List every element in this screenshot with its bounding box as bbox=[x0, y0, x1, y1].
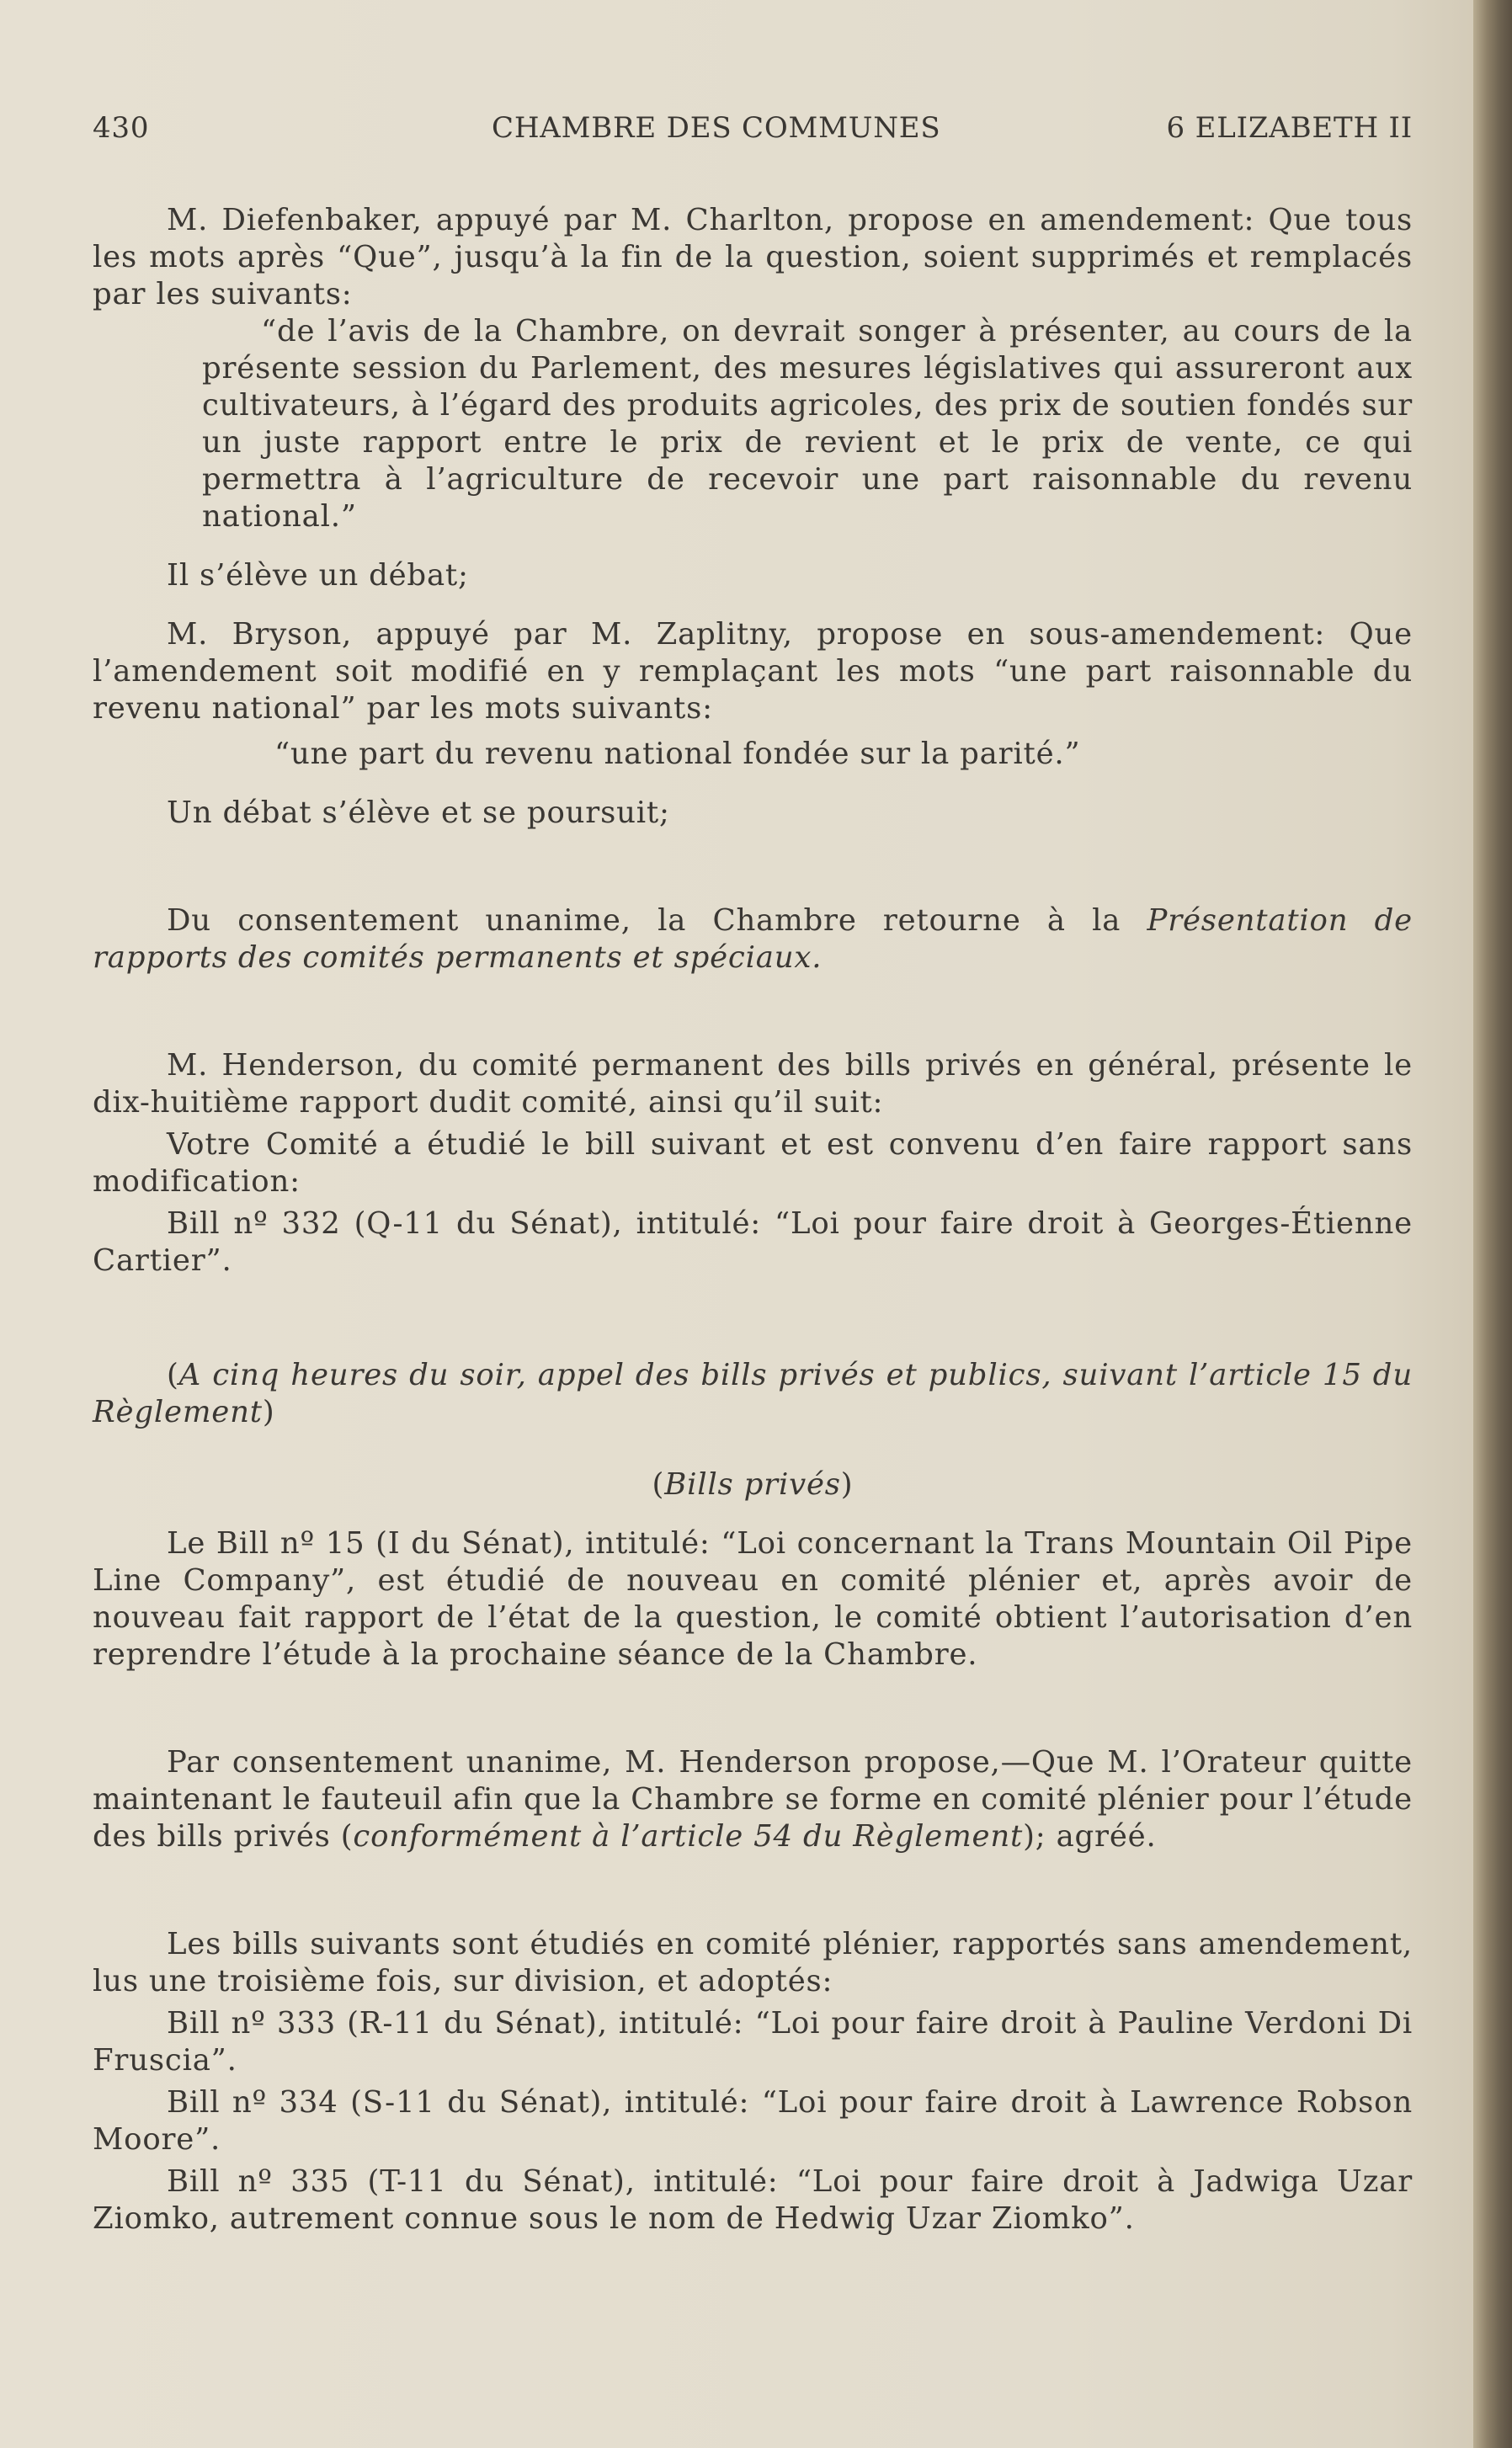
document-content bbox=[93, 109, 1413, 2238]
session-label: 6 ELIZABETH II bbox=[1166, 111, 1413, 145]
page-header bbox=[93, 109, 1413, 146]
book-binding-edge bbox=[1473, 0, 1512, 2448]
consent-return-italic: Présentation de rapports des comités permanents et spéciaux. bbox=[93, 903, 1413, 975]
bills-adopted-intro: Les bills suivants sont étudiés en comité plénier, rapportés sans amendement, lus une troisième fois, sur division, et adoptés: bbox=[93, 1927, 1413, 1998]
private-bills-heading bbox=[93, 1466, 1413, 1503]
amendment-quote: “de l’avis de la Chambre, on devrait songer à présenter, au cours de la présente session du Parlement, des mesures législatives qui assureront aux cultivateurs, à l’égard des produits agricoles, des prix de soutien fondés sur un juste rapport entre le prix de revient et le prix de vente, ce qui permettra à l’agriculture de recevoir une part raisonnable du revenu national.” bbox=[202, 314, 1413, 534]
subamendment-quote: “une part du revenu national fondée sur la parité.” bbox=[274, 737, 1081, 771]
committee-statement: Votre Comité a étudié le bill suivant et est convenu d’en faire rapport sans modification: bbox=[93, 1127, 1413, 1199]
consent-return-text: Du consentement unanime, la Chambre retourne à la bbox=[167, 903, 1147, 938]
page-number: 430 bbox=[93, 111, 150, 145]
paren-close: ) bbox=[262, 1395, 275, 1429]
bill-15: Le Bill nº 15 (I du Sénat), intitulé: “Loi concernant la Trans Mountain Oil Pipe Line Company”, est étudié de nouveau en comité plénier et, après avoir de nouveau fait rapport de l’état de la question, le comité obtient l’autorisation d’en reprendre l’étude à la prochaine séance de la Chambre. bbox=[93, 1526, 1413, 1672]
paren-close: ) bbox=[840, 1467, 854, 1502]
private-bills-italic: Bills privés bbox=[664, 1467, 841, 1502]
five-oclock-note bbox=[93, 1357, 1413, 1431]
debate-line-1: Il s’élève un débat; bbox=[167, 558, 469, 593]
consent-return-paragraph bbox=[93, 902, 1413, 977]
subamendment-intro: M. Bryson, appuyé par M. Zaplitny, propose en sous-amendement: Que l’amendement soit modifié en y remplaçant les mots “une part raisonnable du revenu national” par les mots suivants: bbox=[93, 617, 1413, 726]
running-title: CHAMBRE DES COMMUNES bbox=[492, 111, 941, 145]
paren-open: ( bbox=[652, 1467, 665, 1502]
speaker-motion-start: Par consentement unanime, M. Henderson propose,—Que M. l’Orateur quitte maintenant le fauteuil afin que la Chambre se forme en comité plénier pour l’étude des bills privés ( bbox=[93, 1745, 1413, 1854]
bill-332: Bill nº 332 (Q-11 du Sénat), intitulé: “Loi pour faire droit à Georges-Étienne Cartier”. bbox=[93, 1206, 1413, 1278]
speaker-motion-end: ); agréé. bbox=[1023, 1819, 1157, 1854]
bill-335: Bill nº 335 (T-11 du Sénat), intitulé: “Loi pour faire droit à Jadwiga Uzar Ziomko, autrement connue sous le nom de Hedwig Uzar Ziomko”. bbox=[93, 2164, 1413, 2236]
paren-open: ( bbox=[167, 1358, 179, 1392]
bill-334: Bill nº 334 (S-11 du Sénat), intitulé: “Loi pour faire droit à Lawrence Robson Moore”. bbox=[93, 2085, 1413, 2157]
speaker-motion bbox=[93, 1744, 1413, 1855]
amendment-intro: M. Diefenbaker, appuyé par M. Charlton, propose en amendement: Que tous les mots après “Que”, jusqu’à la fin de la question, soient supprimés et remplacés par les suivants: bbox=[93, 203, 1413, 311]
henderson-report: M. Henderson, du comité permanent des bills privés en général, présente le dix-huitième rapport dudit comité, ainsi qu’il suit: bbox=[93, 1048, 1413, 1120]
five-oclock-italic: A cinq heures du soir, appel des bills privés et publics, suivant l’article 15 du Règlement bbox=[93, 1358, 1413, 1429]
bill-333: Bill nº 333 (R-11 du Sénat), intitulé: “Loi pour faire droit à Pauline Verdoni Di Fruscia”. bbox=[93, 2006, 1413, 2078]
debate-line-2: Un débat s’élève et se poursuit; bbox=[167, 796, 670, 830]
speaker-motion-italic: conformément à l’article 54 du Règlement bbox=[353, 1819, 1024, 1854]
